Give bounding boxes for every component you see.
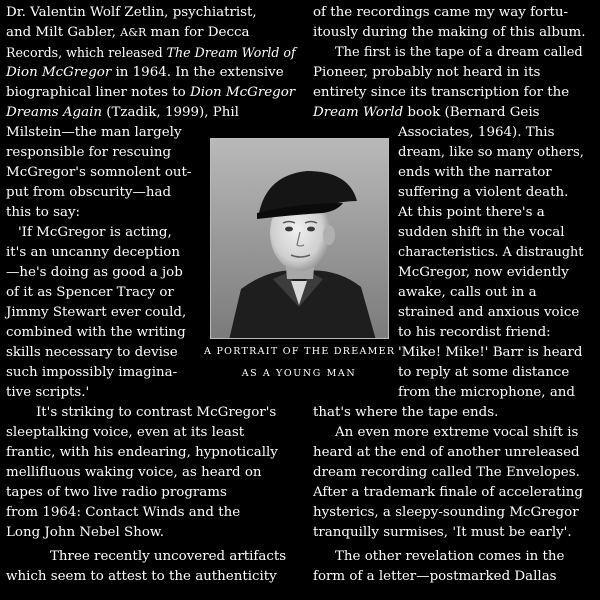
text-line: McGregor's somnolent out-: [6, 165, 192, 180]
text-line: Dr. Valentin Wolf Zetlin, psychiatrist,: [6, 5, 257, 20]
photo-caption-line-1: A PORTRAIT OF THE DREAMER: [204, 346, 396, 357]
text-line: The first is the tape of a dream called: [335, 45, 583, 60]
text-line: awake, calls out in a: [398, 285, 537, 300]
text-line: of it as Spencer Tracy or: [6, 285, 174, 300]
text-line: frantic, with his endearing, hypnotically: [6, 445, 278, 460]
text-line: mellifluous waking voice, as heard on: [6, 465, 262, 480]
text-line: which seem to attest to the authenticity: [6, 569, 277, 584]
text-line: hysterics, a sleepy-sounding McGregor: [313, 505, 579, 520]
text-line: An even more extreme vocal shift is: [335, 425, 579, 440]
text-line: it's an uncanny deception: [6, 245, 180, 260]
text-line: 'If McGregor is acting,: [18, 225, 172, 240]
text-line: responsible for rescuing: [6, 145, 172, 160]
text-line: The other revelation comes in the: [335, 549, 565, 564]
text-line: Dreams Again (Tzadik, 1999), Phil: [6, 105, 239, 120]
text-line: tapes of two live radio programs: [6, 485, 227, 500]
text-line: this to say:: [6, 205, 81, 220]
text-line: Jimmy Stewart ever could,: [6, 305, 187, 320]
text-line: Associates, 1964). This: [398, 125, 555, 140]
text-line: dream, like so many others,: [398, 145, 584, 160]
text-line: that's where the tape ends.: [313, 405, 499, 420]
text-line: entirety since its transcription for the: [313, 85, 570, 100]
text-line: —he's doing as good a job: [6, 265, 183, 280]
text-line: Pioneer, probably not heard in its: [313, 65, 541, 80]
text-line: such impossibly imagina-: [6, 365, 178, 380]
text-line: skills necessary to devise: [6, 345, 178, 360]
text-line: It's striking to contrast McGregor's: [36, 405, 277, 420]
text-line: to his recordist friend:: [398, 325, 551, 340]
text-line: tive scripts.': [6, 385, 90, 400]
text-line: tranquilly surmises, 'It must be early'.: [313, 525, 572, 540]
text-line: biographical liner notes to Dion McGregor: [6, 85, 296, 100]
text-line: ends with the narrator: [398, 165, 552, 180]
text-line: form of a letter—postmarked Dallas: [313, 569, 557, 584]
portrait-photo: [210, 138, 389, 339]
text-line: 'Mike! Mike!' Barr is heard: [398, 345, 583, 360]
text-line: Milstein—the man largely: [6, 125, 182, 140]
text-line: and Milt Gabler, A&R man for Decca: [6, 25, 250, 40]
text-line: Long John Nebel Show.: [6, 525, 165, 540]
text-line: McGregor, now evidently: [398, 265, 569, 280]
text-line: strained and anxious voice: [398, 305, 580, 320]
text-line: sleeptalking voice, even at its least: [6, 425, 245, 440]
text-line: Dream World book (Bernard Geis: [313, 105, 540, 120]
text-line: dream recording called The Envelopes.: [313, 465, 580, 480]
text-line: characteristics. A distraught: [398, 245, 584, 260]
text-line: put from obscurity—had: [6, 185, 172, 200]
text-line: itously during the making of this album.: [313, 25, 586, 40]
text-line: Three recently uncovered artifacts: [50, 549, 287, 564]
text-line: Records, which released The Dream World of: [6, 45, 296, 60]
text-line: Dion McGregor in 1964. In the extensive: [6, 65, 284, 80]
text-line: suffering a violent death.: [398, 185, 569, 200]
portrait-illustration: [211, 139, 389, 339]
text-line: of the recordings came my way fortu-: [313, 5, 569, 20]
text-line: At this point there's a: [398, 205, 545, 220]
text-line: sudden shift in the vocal: [398, 225, 565, 240]
photo-caption-line-2: AS A YOUNG MAN: [241, 368, 357, 379]
text-line: After a trademark finale of accelerating: [313, 485, 583, 500]
text-line: heard at the end of another unreleased: [313, 445, 580, 460]
text-line: combined with the writing: [6, 325, 186, 340]
text-line: from 1964: Contact Winds and the: [6, 505, 241, 520]
text-line: to reply at some distance: [398, 365, 570, 380]
text-line: from the microphone, and: [398, 385, 576, 400]
